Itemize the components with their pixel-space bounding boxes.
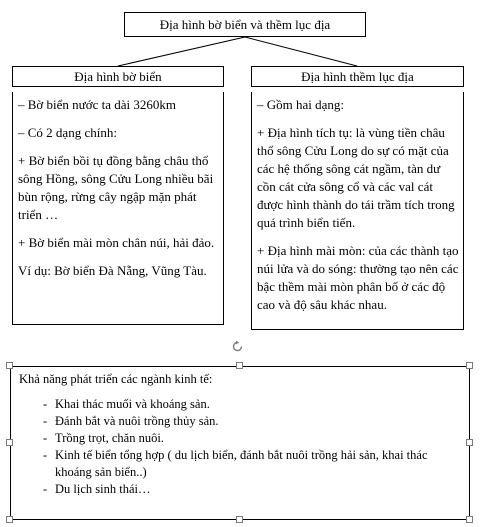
list-dash: - bbox=[43, 482, 48, 496]
left-paragraph: – Có 2 dạng chính: bbox=[18, 125, 117, 140]
left-content-box bbox=[12, 92, 224, 325]
list-dash: - bbox=[43, 414, 48, 428]
bottom-intro: Khả năng phát triển các ngành kinh tế: bbox=[19, 372, 213, 386]
right-content-box bbox=[251, 92, 464, 330]
resize-handle-bottom-left[interactable] bbox=[6, 516, 13, 523]
list-item-text: Kinh tế biển tổng hợp ( du lịch biển, đánh bắt nuôi trồng hải sản, khai thác khoáng sản biển..) bbox=[55, 448, 428, 479]
left-paragraph: – Bờ biển nước ta dài 3260km bbox=[18, 97, 176, 112]
right-heading: Địa hình thềm lục địa bbox=[251, 66, 464, 87]
list-item-text: Đánh bắt và nuôi trồng thủy sản. bbox=[55, 414, 219, 428]
right-paragraph: – Gồm hai dạng: bbox=[257, 97, 345, 112]
list-dash: - bbox=[43, 448, 48, 462]
resize-handle-middle-left[interactable] bbox=[6, 439, 13, 446]
resize-handle-top-left[interactable] bbox=[6, 362, 13, 369]
list-item bbox=[43, 481, 461, 498]
connector-right bbox=[245, 37, 357, 66]
list-item bbox=[43, 430, 461, 447]
list-item-text: Du lịch sinh thái… bbox=[55, 482, 151, 496]
left-paragraph: + Bờ biển mài mòn chân núi, hải đảo. bbox=[18, 235, 215, 250]
resize-handle-bottom-middle[interactable] bbox=[236, 516, 243, 523]
left-paragraph: Ví dụ: Bờ biển Đà Nẵng, Vũng Tàu. bbox=[18, 263, 207, 278]
list-item bbox=[43, 396, 461, 413]
left-heading: Địa hình bờ biển bbox=[12, 66, 224, 87]
list-item bbox=[43, 447, 461, 481]
list-item-text: Trồng trọt, chăn nuôi. bbox=[55, 431, 164, 445]
economic-potential-box[interactable] bbox=[10, 366, 470, 520]
list-dash: - bbox=[43, 397, 48, 411]
right-paragraph: + Địa hình tích tụ: là vùng tiền châu thổ sông Cửu Long do sự có mặt của các hệ thống sông cát ngầm, tàn dư cồn cát cửa sông cổ và các val cát được hình thành do tái trầm tích trong quá trình biển tiến. bbox=[257, 125, 455, 230]
resize-handle-top-right[interactable] bbox=[466, 362, 473, 369]
rotate-handle-icon[interactable] bbox=[231, 340, 244, 353]
resize-handle-bottom-right[interactable] bbox=[466, 516, 473, 523]
diagram-title: Địa hình bờ biển và thềm lục địa bbox=[124, 12, 366, 37]
economic-list bbox=[19, 396, 461, 498]
list-dash: - bbox=[43, 431, 48, 445]
right-paragraph: + Địa hình mài mòn: của các thành tạo núi lửa và do sóng: thường tạo nên các bậc thềm mài mòn phân bố ở các độ cao và độ sâu khác nhau. bbox=[257, 243, 459, 312]
left-paragraph: + Bờ biển bồi tụ đồng bằng châu thổ sông Hồng, sông Cửu Long nhiều bãi bùn rộng, rừng cây ngập mặn phát triển … bbox=[18, 153, 214, 222]
connector-left bbox=[118, 37, 245, 66]
resize-handle-middle-right[interactable] bbox=[466, 439, 473, 446]
list-item-text: Khai thác muối và khoáng sản. bbox=[55, 397, 210, 411]
resize-handle-top-middle[interactable] bbox=[236, 362, 243, 369]
list-item bbox=[43, 413, 461, 430]
